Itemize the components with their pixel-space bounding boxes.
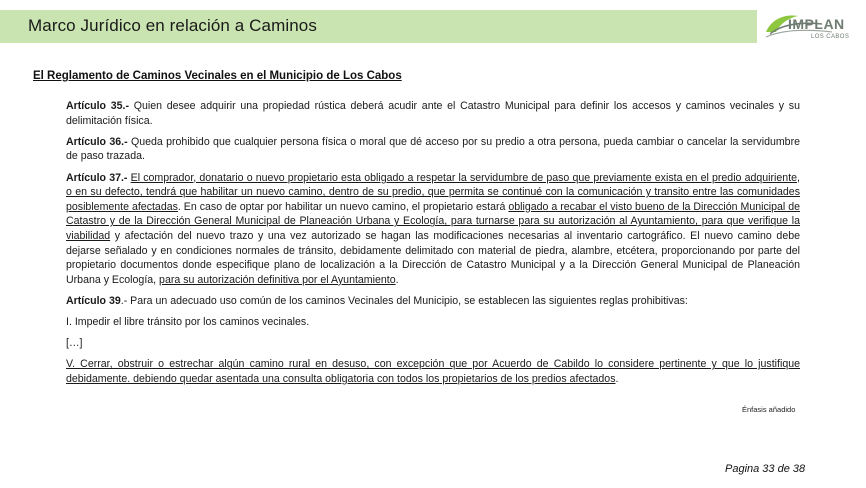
emphasis-note: Énfasis añadido — [742, 405, 796, 414]
rule-i: I. Impedir el libre tránsito por los caminos vecinales. — [66, 316, 310, 329]
ellipsis: […] — [66, 337, 83, 350]
article-35 — [66, 99, 800, 128]
article-37-label: Artículo 37.- — [66, 171, 128, 184]
article-39-label: Artículo 39 — [66, 294, 121, 307]
logo-subtitle: LOS CABOS — [811, 34, 850, 40]
article-37 — [66, 171, 800, 288]
article-36-text: Queda prohibido que cualquier persona física o moral que dé acceso por su predio a otra persona, pueda cambiar o cancelar la servidumbre de paso trazada. — [66, 135, 800, 163]
section-heading: El Reglamento de Caminos Vecinales en el Municipio de Los Cabos — [33, 70, 402, 82]
rule-v — [66, 357, 800, 386]
article-39-text: .- Para un adecuado uso común de los caminos Vecinales del Municipio, se establecen las siguientes reglas prohibitivas: — [120, 294, 688, 307]
article-35-text: Quien desee adquirir una propiedad rústica deberá acudir ante el Catastro Municipal para definir los accesos y caminos vecinales y su delimitación física. — [66, 100, 800, 127]
article-37-underlined-3: para su autorización definitiva por el Ayuntamiento — [159, 273, 396, 286]
rule-v-end: . — [615, 373, 619, 386]
article-35-label: Artículo 35.- — [66, 100, 129, 112]
article-37-underlined-1: El comprador, donatario o nuevo propietario esta obligado a respetar la servidumbre de paso que previamente exista en el predio adquiriente, o en su defecto, tendrá que habilitar un nuevo camino, dentro de su predio, que permita se continué con la comunicación y transito entre las comunidades posiblemente afectadas — [66, 171, 800, 213]
article-37-text-2: y afectación del nuevo trazo y una vez autorizado se hagan las modificaciones necesarias al inventario cartográfico. El nuevo camino debe dejarse señalado y en condiciones normales de tránsito, debidamente delimitado con material de piedra, alambre, etcétera, proporcionando por parte del propietario documentos donde especifique plano de localización a la Dirección de Catastro Municipal y a la Dirección General Municipal de Planeación Urbana y Ecología, — [66, 229, 800, 286]
article-36-label: Artículo 36.- — [66, 135, 128, 148]
article-36 — [66, 135, 800, 164]
document-body — [66, 99, 800, 393]
article-39 — [66, 294, 800, 309]
rule-v-underlined: V. Cerrar, obstruir o estrechar algún camino rural en desuso, con excepción que por Acuerdo de Cabildo lo considere pertinente y que lo justifique debidamente. debiendo quedar asentada una consulta obligatoria con todos los propietarios de los predios afectados — [66, 358, 800, 386]
logo-name: IMPLAN — [788, 16, 845, 32]
article-37-text-3: . — [395, 273, 399, 286]
article-37-underlined-2: obligado a recabar el visto bueno de la Dirección Municipal de Catastro y de la Dirección General Municipal de Planeación Urbana y Ecología, para turnarse para su autorización al Ayuntamiento, para que verifique la viabilidad — [66, 200, 800, 242]
page-title: Marco Jurídico en relación a Caminos — [28, 16, 317, 35]
article-37-text-1: . En caso de optar por habilitar un nuevo camino, el propietario estará — [177, 200, 509, 213]
page-number: Pagina 33 de 38 — [725, 463, 806, 475]
